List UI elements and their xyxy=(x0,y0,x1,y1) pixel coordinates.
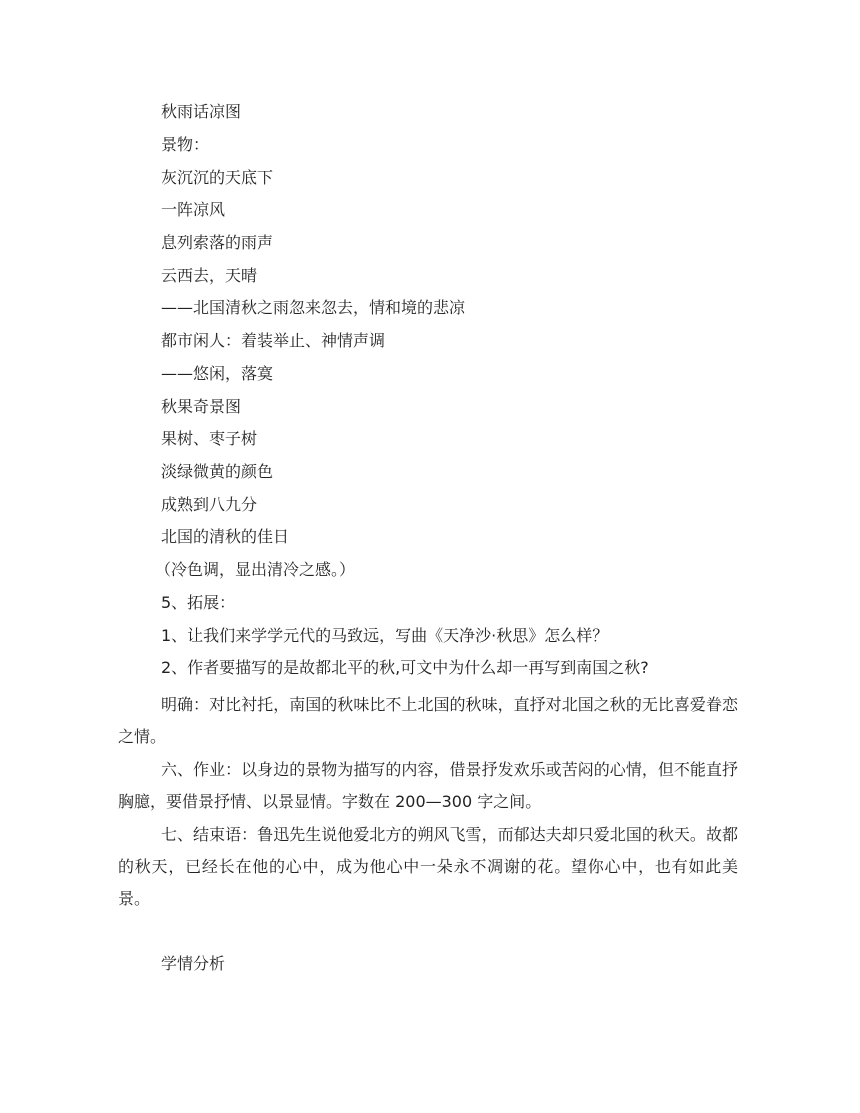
text-line: 灰沉沉的天底下 xyxy=(161,168,274,187)
text-line: 秋果奇景图 xyxy=(161,397,242,416)
text-line: 都市闲人：着装举止、神情声调 xyxy=(161,331,386,350)
text-line: 息列索落的雨声 xyxy=(161,233,274,252)
text-line: 淡绿微黄的颜色 xyxy=(161,462,274,481)
text-line: 云西去，天晴 xyxy=(161,266,258,285)
text-line: 北国的清秋的佳日 xyxy=(161,527,290,546)
text-line: 1、让我们来学学元代的马致远，写曲《天净沙·秋思》怎么样？ xyxy=(161,626,609,645)
text-line: ——悠闲，落寞 xyxy=(161,364,274,383)
text-line: 2、作者要描写的是故都北平的秋,可文中为什么却一再写到南国之秋? xyxy=(161,658,649,677)
text-line: （冷色调，显出清冷之感。） xyxy=(155,560,356,579)
text-line: 果树、枣子树 xyxy=(161,429,258,448)
paragraph-answer: 明确：对比衬托，南国的秋味比不上北国的秋味，直抒对北国之秋的无比喜爱眷恋之情。 xyxy=(118,695,738,746)
paragraph-homework: 六、作业：以身边的景物为描写的内容，借景抒发欢乐或苦闷的心情，但不能直抒胸臆，要借景抒情、以景显情。字数在 200—300 字之间。 xyxy=(118,760,738,811)
text-line: 一阵凉风 xyxy=(161,200,226,219)
text-line: 秋雨话凉图 xyxy=(161,102,242,121)
text-line: ——北国清秋之雨忽来忽去，情和境的悲凉 xyxy=(161,298,466,317)
text-line: 5、拓展： xyxy=(161,593,236,612)
text-line: 成熟到八九分 xyxy=(161,495,258,514)
paragraph-conclusion: 七、结束语：鲁迅先生说他爱北方的朔风飞雪，而郁达夫却只爱北国的秋天。故都的秋天，已经长在他的心中，成为他心中一朵永不凋谢的花。望你心中，也有如此美景。 xyxy=(118,825,738,908)
section-heading: 学情分析 xyxy=(161,954,226,973)
text-line: 景物： xyxy=(161,135,210,154)
